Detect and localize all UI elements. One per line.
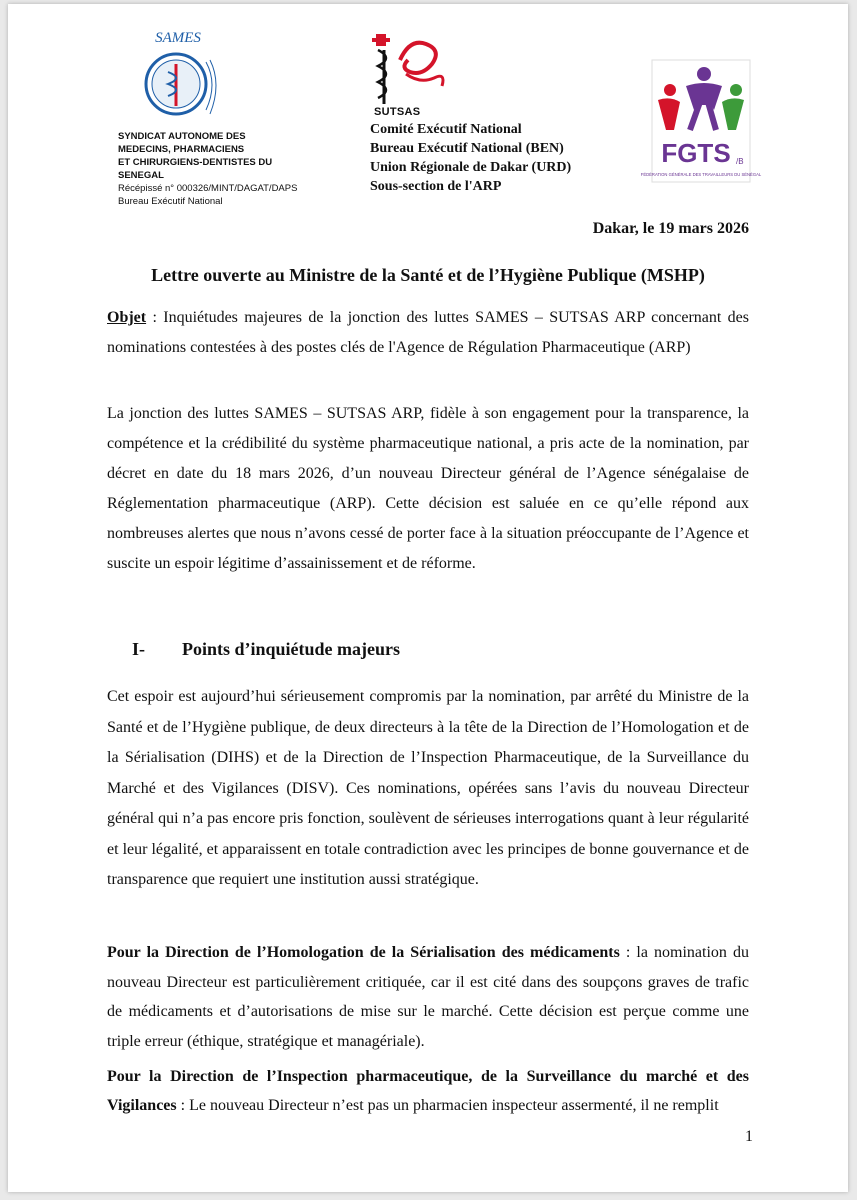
dihs-paragraph [107, 938, 749, 1056]
dihs-text: : la nomination du nouveau Directeur est particulièrement critiquée, car il est cité dans des soupçons graves de trafic de médicaments et d’autorisations de mise sur le marché. Cette décision est perçue comme une triple erreur (éthique, stratégique et managériale). [107, 944, 750, 1050]
intro-paragraph: La jonction des luttes SAMES – SUTSAS ARP, fidèle à son engagement pour la transparence, la compétence et la crédibilité du système pharmaceutique national, a pris acte de la nomination, par décret en date du 18 mars 2026, d’un nouveau Directeur général de l’Agence sénégalaise de Réglementation pharmaceutique (ARP). Cette décision est saluée en ce qu’elle répond aux nombreuses alertes que nous n’avons cessé de porter face à la situation préoccupante de l’Agence et suscite un espoir légitime d’assainissement et de réforme. [107, 405, 749, 572]
sutsas-line-3: Union Régionale de Dakar (URD) [370, 160, 572, 175]
letter-date: Dakar, le 19 mars 2026 [592, 220, 749, 237]
sames-line-3: ET CHIRURGIENS-DENTISTES DU SENEGAL [118, 157, 273, 181]
sames-bureau: Bureau Exécutif National [118, 196, 223, 207]
section-number: I- [132, 639, 145, 659]
page-number: 1 [745, 1128, 753, 1145]
sutsas-name: SUTSAS [374, 106, 421, 118]
disv-text: : Le nouveau Directeur n’est pas un pharmacien inspecteur assermenté, il ne remplit [176, 1097, 719, 1114]
sames-line-2: MEDECINS, PHARMACIENS [118, 144, 245, 155]
objet-label: Objet [107, 309, 147, 326]
sames-line-1: SYNDICAT AUTONOME DES [118, 131, 246, 142]
svg-text:/B: /B [736, 157, 744, 166]
sames-header-text [118, 130, 318, 208]
sames-logo [136, 26, 220, 130]
sutsas-logo [370, 30, 450, 108]
dihs-heading: Pour la Direction de l’Homologation de la Sérialisation des médicaments [107, 944, 620, 961]
letter-title: Lettre ouverte au Ministre de la Santé et de l’Hygiène Publique (MSHP) [151, 265, 705, 285]
sames-recepisse: Récépissé n° 000326/MINT/DAGAT/DAPS [118, 183, 298, 194]
sutsas-line-4: Sous-section de l'ARP [370, 179, 502, 194]
objet-text: : Inquiétudes majeures de la jonction des luttes SAMES – SUTSAS ARP concernant des nominations contestées à des postes clés de l'Agence de Régulation Pharmaceutique (ARP) [107, 309, 749, 356]
section-paragraph: Cet espoir est aujourd’hui sérieusement compromis par la nomination, par arrêté du Ministre de la Santé et de l’Hygiène publique, de deux directeurs à la tête de la Direction de l’Homologation et de la Sérialisation (DIHS) et de la Direction de l’Inspection Pharmaceutique, de la Surveillance du Marché et des Vigilances (DISV). Ces nominations, opérées sans l’avis du nouveau Directeur général qui n’a pas encore pris fonction, soulèvent de sérieuses interrogations quant à leur régularité et leur légalité, et apparaissent en totale contradiction avec les principes de bonne gouvernance et de transparence que requiert une institution aussi stratégique. [107, 688, 749, 888]
document-page [8, 4, 848, 1192]
disv-paragraph [107, 1062, 749, 1120]
disv-heading: Pour la Direction de l’Inspection pharmaceutique, de la Surveillance du marché et des Vigilances [107, 1068, 749, 1114]
section-title: Points d’inquiétude majeurs [182, 639, 401, 659]
fgts-logo [640, 60, 762, 182]
objet-paragraph [107, 303, 749, 363]
sutsas-header-text [370, 120, 571, 196]
svg-text:SAMES: SAMES [155, 30, 201, 46]
section-heading [132, 639, 400, 660]
svg-text:FGTS: FGTS [661, 138, 731, 168]
sutsas-line-1: Comité Exécutif National [370, 122, 522, 137]
sutsas-line-2: Bureau Exécutif National (BEN) [370, 141, 564, 156]
svg-text:FÉDÉRATION GÉNÉRALE DES TRAVAI: FÉDÉRATION GÉNÉRALE DES TRAVAILLEURS DU SÉNÉGAL [640, 172, 762, 177]
